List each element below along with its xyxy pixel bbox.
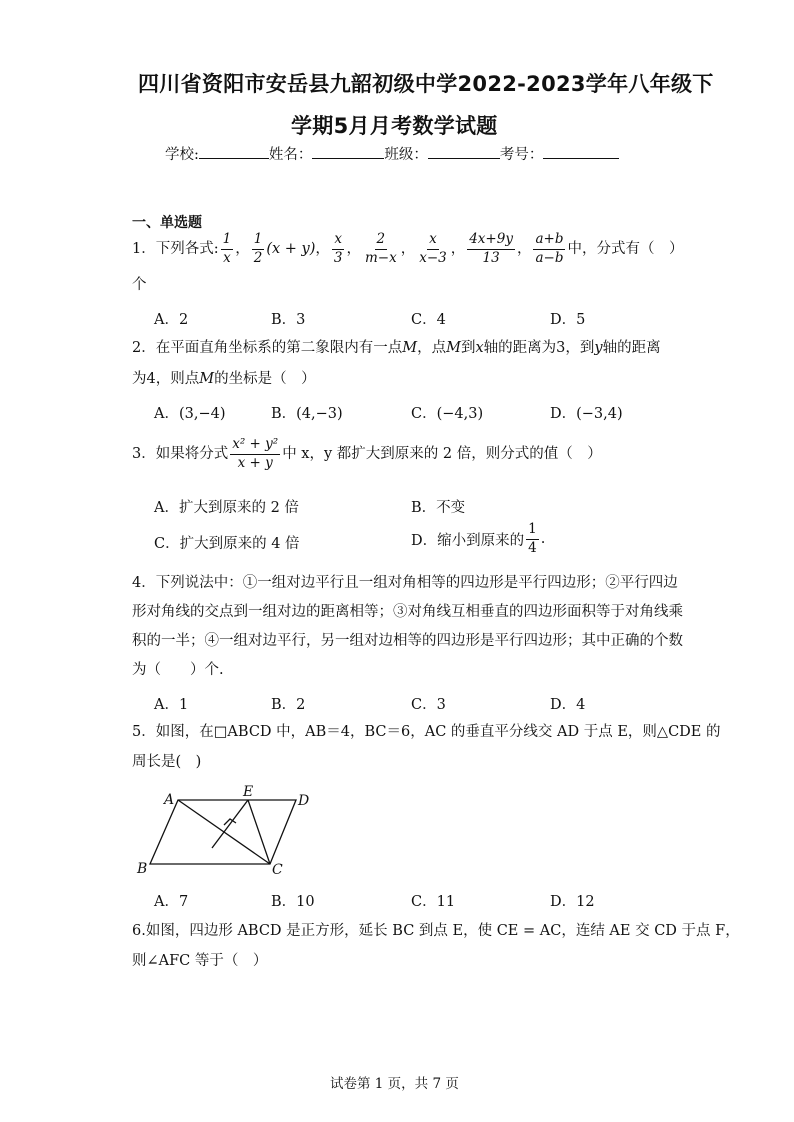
perpendicular-bisector xyxy=(212,800,248,848)
title-line-2: 学期5月月考数学试题 xyxy=(291,114,498,138)
class-label: 班级： xyxy=(384,147,428,163)
q3-option-b[interactable]: B．不变 xyxy=(411,500,466,516)
fraction: $\frac{\text{x² + y²}}{x + y}$ xyxy=(232,436,279,471)
q4-option-b[interactable]: B．2 xyxy=(271,697,306,713)
question-2-line-2: 为4，则点M的坐标是（ ） xyxy=(132,371,316,387)
title-line-1: 四川省资阳市安岳县九韶初级中学2022-2023学年八年级下 xyxy=(138,72,714,96)
fraction: $\frac{a+b}{a-b}$ xyxy=(535,231,564,266)
label-e: E xyxy=(243,784,254,800)
fraction: $\frac{2}{m-x}$ xyxy=(364,231,397,266)
fraction: $\frac{1}{x}$ xyxy=(222,231,232,266)
q5-option-c[interactable]: C．11 xyxy=(411,894,456,910)
fraction: $\frac{1}{2}$ xyxy=(253,231,263,266)
q2-option-d[interactable]: D．(−3,4) xyxy=(550,406,623,422)
q4-option-c[interactable]: C．3 xyxy=(411,697,446,713)
question-2-line-1: 2．在平面直角坐标系的第二象限内有一点M，点M到x轴的距离为3，到y轴的距离 xyxy=(132,340,661,356)
question-1-continued: 个 xyxy=(132,277,147,293)
q5-option-a[interactable]: A．7 xyxy=(154,894,189,910)
q3-option-d[interactable]: D．缩小到原来的 $\frac{1}{4}$ . xyxy=(411,521,546,556)
q5-option-d[interactable]: D．12 xyxy=(550,894,595,910)
question-1: 1．下列各式: $\frac{1}{x}$ ， $\frac{1}{2}$ (x + y) ， $\frac{x}{3}$ ， $\frac{2}{m-x}$ ， $\frac{x}{x-3}$ ， $\frac{4x+9y}{13}$ ， $\frac{a+b}{a-b}$ 中，分式有（ ） xyxy=(132,231,684,266)
parallelogram-diagram xyxy=(130,783,330,878)
q2-option-a[interactable]: A．(3,−4) xyxy=(154,406,226,422)
q3-option-c[interactable]: C．扩大到原来的 4 倍 xyxy=(154,536,300,552)
fraction: $\frac{4x+9y}{13}$ xyxy=(469,231,513,266)
fraction: $\frac{x}{x-3}$ xyxy=(419,231,447,266)
question-4-line-3: 积的一半；④一组对边平行，另一组对边相等的四边形是平行四边形；其中正确的个数 xyxy=(132,633,683,649)
q4-option-a[interactable]: A．1 xyxy=(154,697,189,713)
question-3: 3．如果将分式 $\frac{\text{x² + y²}}{x + y}$ 中 x，y 都扩大到原来的 2 倍，则分式的值（ ） xyxy=(132,436,602,471)
question-4-line-1: 4．下列说法中：①一组对边平行且一组对角相等的四边形是平行四边形；②平行四边 xyxy=(132,575,678,591)
section-heading: 一、单选题 xyxy=(132,215,202,231)
q3-option-a[interactable]: A．扩大到原来的 2 倍 xyxy=(154,500,299,516)
student-info-row xyxy=(165,148,619,163)
segment-ec xyxy=(248,800,270,864)
q2-option-c[interactable]: C．(−4,3) xyxy=(411,406,484,422)
label-b: B xyxy=(137,861,148,877)
q1-option-b[interactable]: B．3 xyxy=(271,312,306,328)
name-label: 姓名： xyxy=(268,147,313,163)
fraction: $\frac{x}{3}$ xyxy=(333,231,343,266)
question-6-line-1: 6.如图，四边形 ABCD 是正方形，延长 BC 到点 E，使 CE = AC，连结 AE 交 CD 于点 F， xyxy=(132,923,740,939)
question-4-line-4: 为（ ）个. xyxy=(132,662,224,678)
number-label: 考号： xyxy=(499,147,544,163)
q1-option-c[interactable]: C．4 xyxy=(411,312,446,328)
question-5-line-1: 5．如图，在□ABCD 中，AB＝4，BC＝6，AC 的垂直平分线交 AD 于点 E，则△CDE 的 xyxy=(132,724,721,740)
question-4-line-2: 形对角线的交点到一组对边的距离相等；③对角线互相垂直的四边形面积等于对角线乘 xyxy=(132,604,683,620)
q2-option-b[interactable]: B．(4,−3) xyxy=(271,406,343,422)
q5-option-b[interactable]: B．10 xyxy=(271,894,315,910)
q4-option-d[interactable]: D．4 xyxy=(550,697,586,713)
q1-option-a[interactable]: A．2 xyxy=(154,312,189,328)
school-label: 学校: xyxy=(165,147,199,163)
label-a: A xyxy=(164,792,175,808)
label-c: C xyxy=(272,862,283,878)
question-5-line-2: 周长是( ) xyxy=(132,754,202,770)
page-footer: 试卷第 1 页，共 7 页 xyxy=(330,1076,459,1092)
label-d: D xyxy=(298,793,310,809)
q1-option-d[interactable]: D．5 xyxy=(550,312,586,328)
question-6-line-2: 则∠AFC 等于（ ） xyxy=(132,953,268,969)
fraction: $\frac{1}{4}$ xyxy=(528,521,537,556)
